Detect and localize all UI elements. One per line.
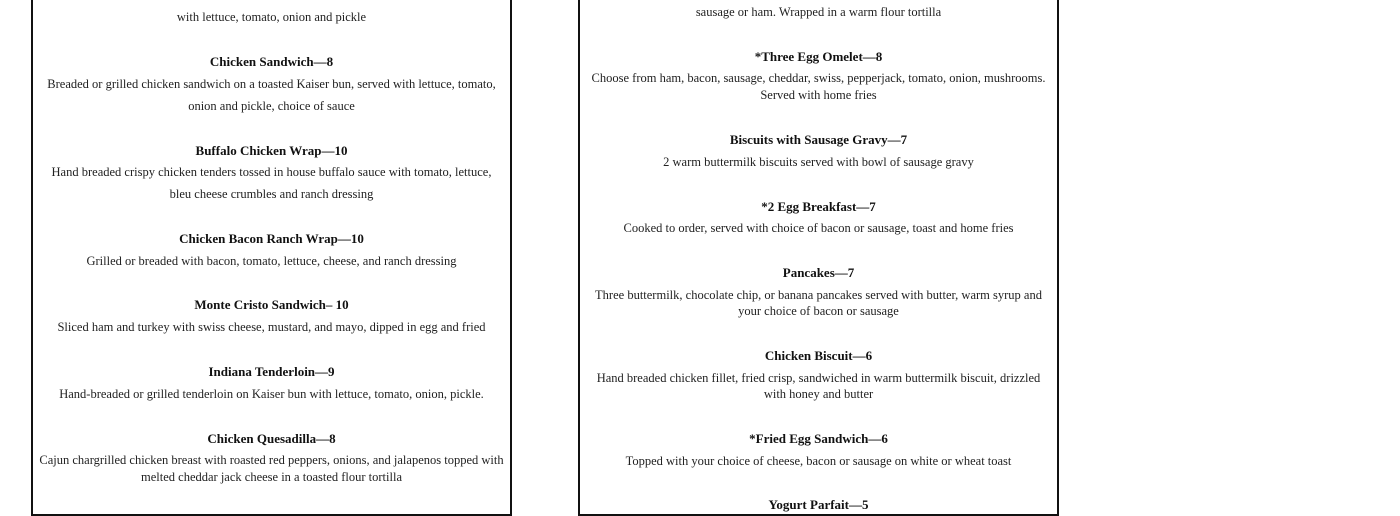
menu-item-description: your choice of bacon or sausage — [738, 304, 899, 318]
menu-item-description: Hand breaded chicken fillet, fried crisp, sandwiched in warm buttermilk biscuit, drizzled — [596, 371, 1041, 385]
menu-item-title: Buffalo Chicken Wrap—10 — [195, 143, 348, 158]
menu-item-description: melted cheddar jack cheese in a toasted flour tortilla — [141, 470, 402, 484]
menu-item-description: with honey and butter — [763, 387, 874, 401]
menu-item-description: sausage or ham. Wrapped in a warm flour tortilla — [695, 5, 942, 19]
menu-item-title: Indiana Tenderloin—9 — [208, 364, 335, 379]
menu-item-description: Topped with your choice of cheese, bacon or sausage on white or wheat toast — [625, 454, 1012, 468]
menu-item-title: Yogurt Parfait—5 — [768, 497, 869, 512]
menu-item-description: Cajun chargrilled chicken breast with roasted red peppers, onions, and jalapenos topped with — [39, 453, 504, 467]
menu-item-title: Biscuits with Sausage Gravy—7 — [729, 132, 908, 147]
menu-panel-right — [578, 0, 1059, 516]
menu-item-title: Pancakes—7 — [782, 265, 855, 280]
menu-item-title: Chicken Sandwich—8 — [209, 54, 334, 69]
menu-item-title: Chicken Biscuit—6 — [764, 348, 873, 363]
menu-item-description: Hand-breaded or grilled tenderloin on Kaiser bun with lettuce, tomato, onion, pickle. — [59, 387, 484, 401]
menu-item-description: Cooked to order, served with choice of bacon or sausage, toast and home fries — [623, 221, 1014, 235]
menu-item-title: *2 Egg Breakfast—7 — [761, 199, 876, 214]
menu-item-description: Choose from ham, bacon, sausage, cheddar, swiss, pepperjack, tomato, onion, mushrooms. — [591, 71, 1046, 85]
menu-item-description: Three buttermilk, chocolate chip, or banana pancakes served with butter, warm syrup and — [595, 288, 1042, 302]
menu-item-title: Monte Cristo Sandwich– 10 — [194, 297, 349, 312]
menu-item-description: onion and pickle, choice of sauce — [188, 99, 355, 113]
menu-item-description: 2 warm buttermilk biscuits served with bowl of sausage gravy — [663, 155, 974, 169]
menu-item-description: Breaded or grilled chicken sandwich on a toasted Kaiser bun, served with lettuce, tomato, — [47, 77, 496, 91]
menu-item-title: Chicken Bacon Ranch Wrap—10 — [179, 231, 364, 246]
menu-item-description: Hand breaded crispy chicken tenders tossed in house buffalo sauce with tomato, lettuce, — [51, 165, 492, 179]
menu-item-title: Chicken Quesadilla—8 — [207, 431, 336, 446]
menu-item-description: with lettuce, tomato, onion and pickle — [176, 10, 367, 24]
menu-item-description: Grilled or breaded with bacon, tomato, lettuce, cheese, and ranch dressing — [86, 254, 457, 268]
menu-item-title: *Fried Egg Sandwich—6 — [749, 431, 888, 446]
menu-item-description: bleu cheese crumbles and ranch dressing — [169, 187, 374, 201]
menu-item-description: Sliced ham and turkey with swiss cheese, mustard, and mayo, dipped in egg and fried — [57, 320, 486, 334]
menu-item-title: *Three Egg Omelet—8 — [754, 49, 883, 64]
menu-item-description: Served with home fries — [760, 88, 877, 102]
menu-panel-left — [31, 0, 512, 516]
